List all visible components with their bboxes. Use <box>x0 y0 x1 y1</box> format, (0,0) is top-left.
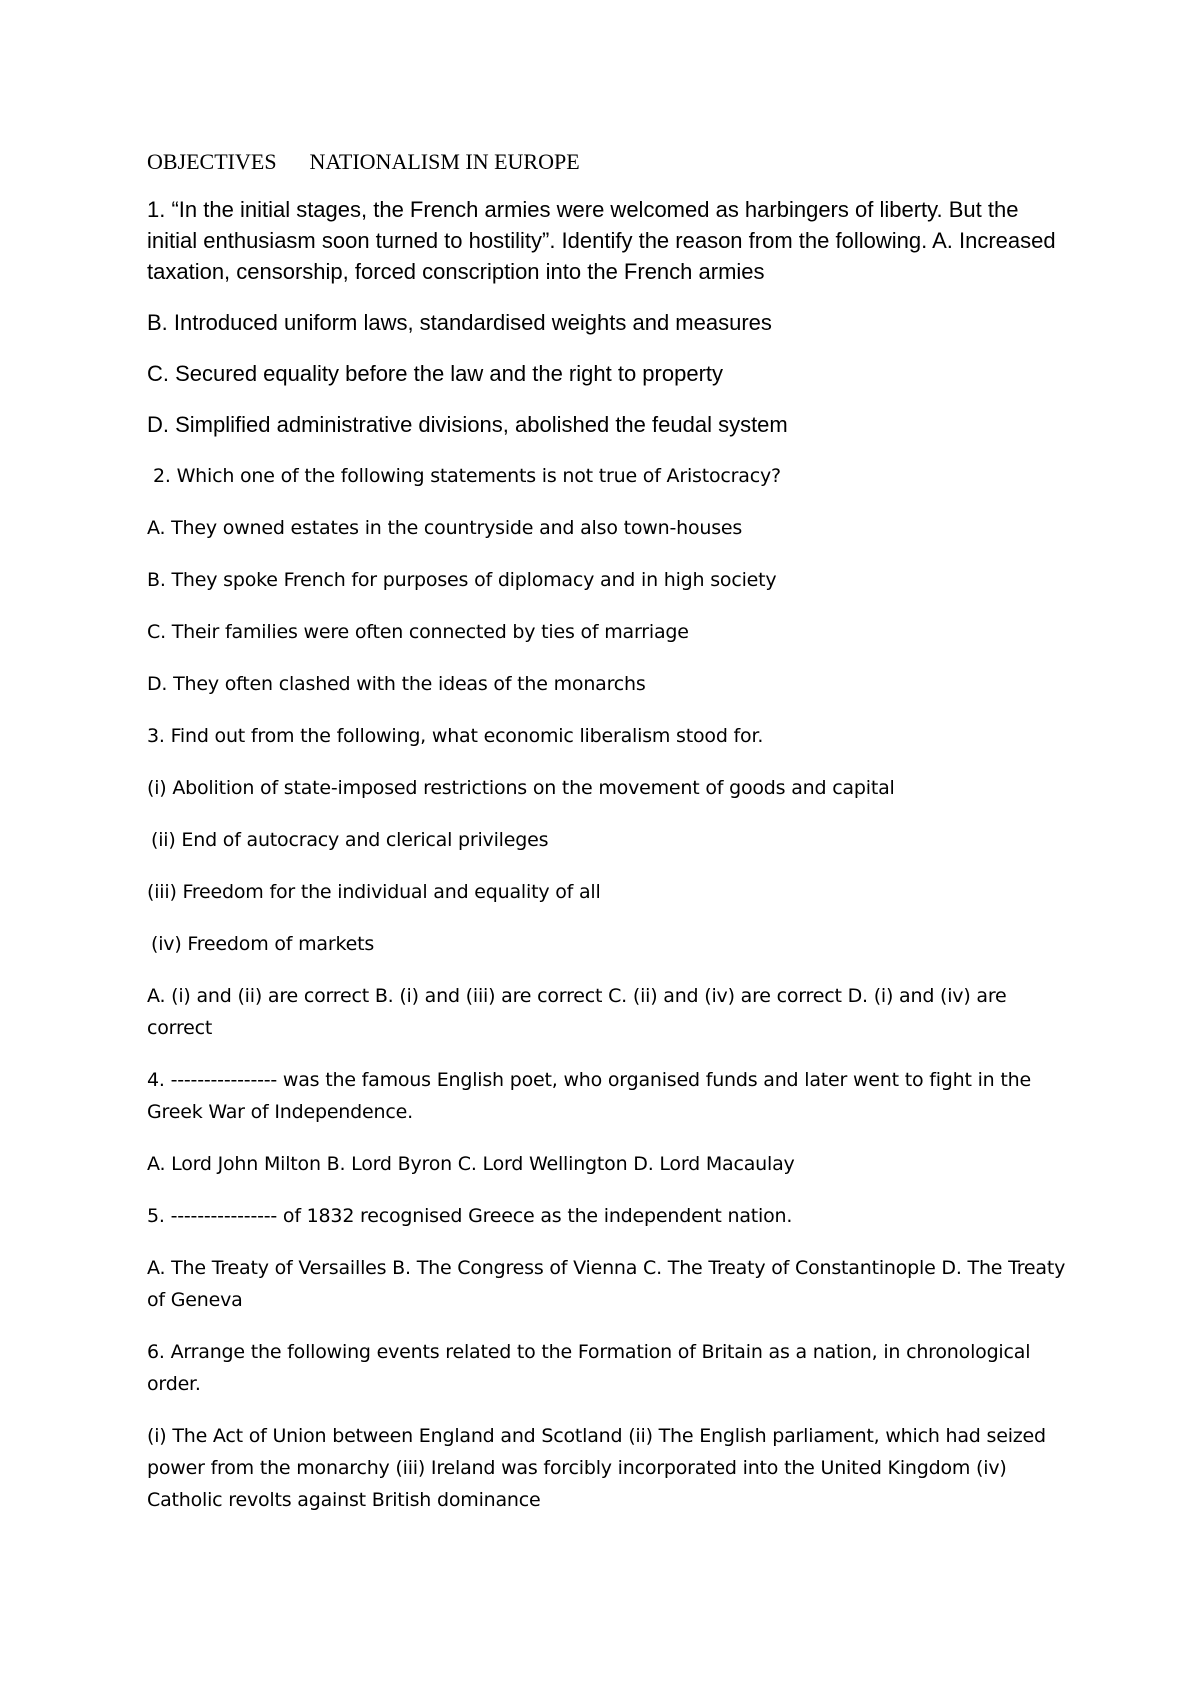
question-1-stem: 1. “In the initial stages, the French armies were welcomed as harbingers of liberty. But the initial enthusiasm soon turned to hostility”. Identify the reason from the following. A. Increased taxation, censorship, forced conscription into the French armies <box>147 197 1056 284</box>
question-5-options: A. The Treaty of Versailles B. The Congress of Vienna C. The Treaty of Constantinople D. The Treaty of Geneva <box>147 1257 1066 1311</box>
question-1-option-c: C. Secured equality before the law and the right to property <box>147 361 724 386</box>
question-3-options: A. (i) and (ii) are correct B. (i) and (iii) are correct C. (ii) and (iv) are correct D. (i) and (iv) are correct <box>147 985 1007 1039</box>
question-2-option-c: C. Their families were often connected by ties of marriage <box>147 621 689 643</box>
page-title: OBJECTIVES NATIONALISM IN EUROPE <box>147 149 580 174</box>
question-3-stem: 3. Find out from the following, what economic liberalism stood for. <box>147 725 764 747</box>
question-6-items: (i) The Act of Union between England and Scotland (ii) The English parliament, which had seized power from the monarchy (iii) Ireland was forcibly incorporated into the United Kingdom (iv) Catholic revolts against British dominance <box>147 1425 1046 1511</box>
question-3-item-ii: (ii) End of autocracy and clerical privileges <box>151 829 549 851</box>
question-1-option-d: D. Simplified administrative divisions, abolished the feudal system <box>147 412 788 437</box>
question-3-item-iv: (iv) Freedom of markets <box>151 933 375 955</box>
question-2-option-d: D. They often clashed with the ideas of the monarchs <box>147 673 646 695</box>
question-3-item-i: (i) Abolition of state-imposed restrictions on the movement of goods and capital <box>147 777 895 799</box>
question-1-option-b: B. Introduced uniform laws, standardised weights and measures <box>147 310 772 335</box>
question-2-stem: 2. Which one of the following statements is not true of Aristocracy? <box>153 465 781 487</box>
document-content <box>147 148 1067 1536</box>
question-2-option-a: A. They owned estates in the countryside and also town-houses <box>147 517 743 539</box>
question-4-options: A. Lord John Milton B. Lord Byron C. Lord Wellington D. Lord Macaulay <box>147 1153 795 1175</box>
question-5-stem: 5. ---------------- of 1832 recognised Greece as the independent nation. <box>147 1205 793 1227</box>
question-3-item-iii: (iii) Freedom for the individual and equality of all <box>147 881 601 903</box>
question-4-stem: 4. ---------------- was the famous English poet, who organised funds and later went to fight in the Greek War of Independence. <box>147 1069 1031 1123</box>
question-6-stem: 6. Arrange the following events related to the Formation of Britain as a nation, in chronological order. <box>147 1341 1031 1395</box>
question-2-option-b: B. They spoke French for purposes of diplomacy and in high society <box>147 569 777 591</box>
